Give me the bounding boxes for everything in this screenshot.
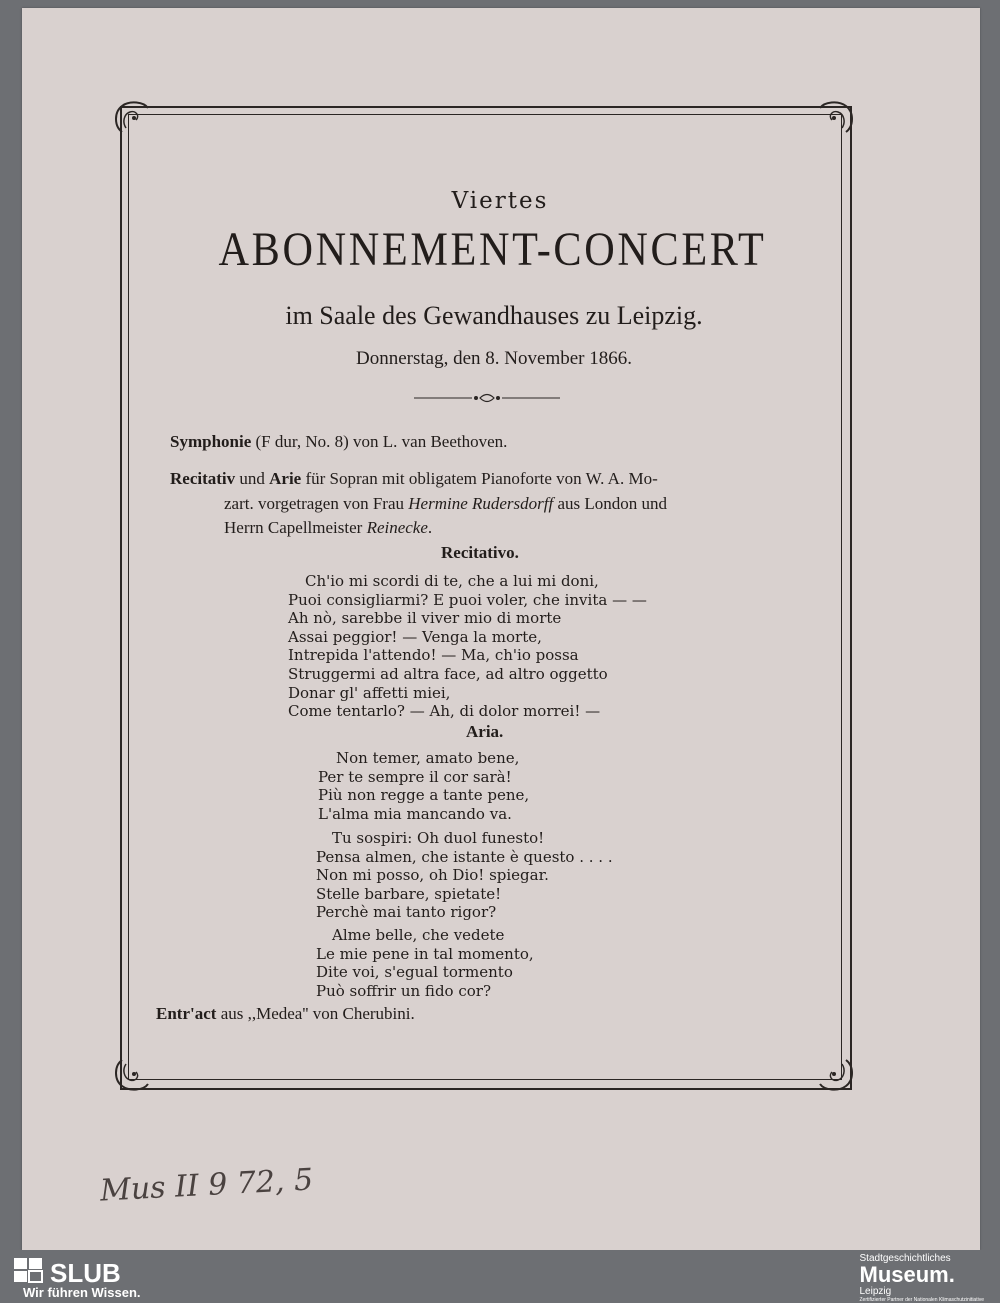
corner-ornament-top-left	[112, 98, 156, 142]
slub-logo-text: SLUB	[50, 1258, 121, 1288]
verse-line: Intrepida l'attendo! — Ma, ch'io possa	[288, 646, 579, 665]
museum-city: Leipzig	[859, 1286, 892, 1297]
footer-bar	[0, 1250, 1000, 1301]
museum-subtitle: Stadtgeschichtliches	[859, 1253, 951, 1264]
museum-name: Museum.	[859, 1262, 955, 1287]
verse-line: Donar gl' affetti miei,	[288, 683, 451, 702]
verse-line: Più non regge a tante pene,	[318, 786, 530, 805]
ordinal-heading: Viertes	[451, 188, 549, 214]
recitativo-heading: Recitativo.	[441, 543, 519, 562]
program-item-recitativ-line2: zart. vorgetragen von Frau Hermine Rudersdorff aus London und	[224, 494, 668, 513]
verse-line: Assai peggior! — Venga la morte,	[288, 627, 542, 646]
program-item-symphonie: Symphonie (F dur, No. 8) von L. van Beethoven.	[170, 432, 508, 451]
program-item-entract: Entr'act aus ,,Medea'' von Cherubini.	[156, 1004, 415, 1023]
slub-tagline: Wir führen Wissen.	[23, 1285, 141, 1300]
verse-line: Tu sospiri: Oh duol funesto!	[332, 829, 545, 847]
verse-line: Puoi consigliarmi? E puoi voler, che invita — —	[288, 590, 647, 609]
aria-heading: Aria.	[466, 722, 504, 741]
verse-line: Pensa almen, che istante è questo . . . .	[316, 847, 613, 866]
corner-ornament-bottom-right	[812, 1050, 856, 1094]
verse-line: Dite voi, s'egual tormento	[316, 963, 513, 982]
verse-line: Come tentarlo? — Ah, di dolor morrei! —	[288, 702, 601, 721]
program-item-recitativ-line3: Herrn Capellmeister Reinecke.	[224, 518, 433, 537]
divider-ornament	[414, 391, 560, 405]
verse-line: Stelle barbare, spietate!	[316, 884, 502, 903]
verse-line: Può soffrir un fido cor?	[316, 981, 491, 1000]
corner-ornament-bottom-left	[112, 1050, 156, 1094]
corner-ornament-top-right	[812, 98, 856, 142]
concert-date: Donnerstag, den 8. November 1866.	[356, 348, 632, 369]
venue-line: im Saale des Gewandhauses zu Leipzig.	[285, 301, 703, 330]
verse-line: Struggermi ad altra face, ad altro oggetto	[288, 665, 608, 683]
page-title: ABONNEMENT-CONCERT	[218, 223, 767, 276]
verse-line: Non temer, amato bene,	[336, 749, 520, 767]
handwritten-shelfmark: Mus II 9 72, 5	[99, 1162, 314, 1209]
verse-line: Alme belle, che vedete	[332, 926, 505, 944]
verse-line: Per te sempre il cor sarà!	[318, 767, 512, 786]
program-item-recitativ-line1: Recitativ und Arie für Sopran mit obligatem Pianoforte von W. A. Mo-	[170, 469, 658, 488]
museum-logo	[860, 1253, 985, 1303]
museum-partner-note: Zertifizierter Partner der Nationalen Klimaschutzinitiative	[859, 1297, 984, 1303]
verse-line: Le mie pene in tal momento,	[316, 944, 534, 963]
verse-line: Ch'io mi scordi di te, che a lui mi doni,	[305, 572, 599, 590]
slub-logo-icon	[14, 1258, 44, 1284]
verse-line: Non mi posso, oh Dio! spiegar.	[316, 866, 549, 885]
verse-line: L'alma mia mancando va.	[318, 804, 512, 823]
verse-line: Ah nò, sarebbe il viver mio di morte	[288, 609, 562, 628]
verse-line: Perchè mai tanto rigor?	[316, 903, 497, 922]
